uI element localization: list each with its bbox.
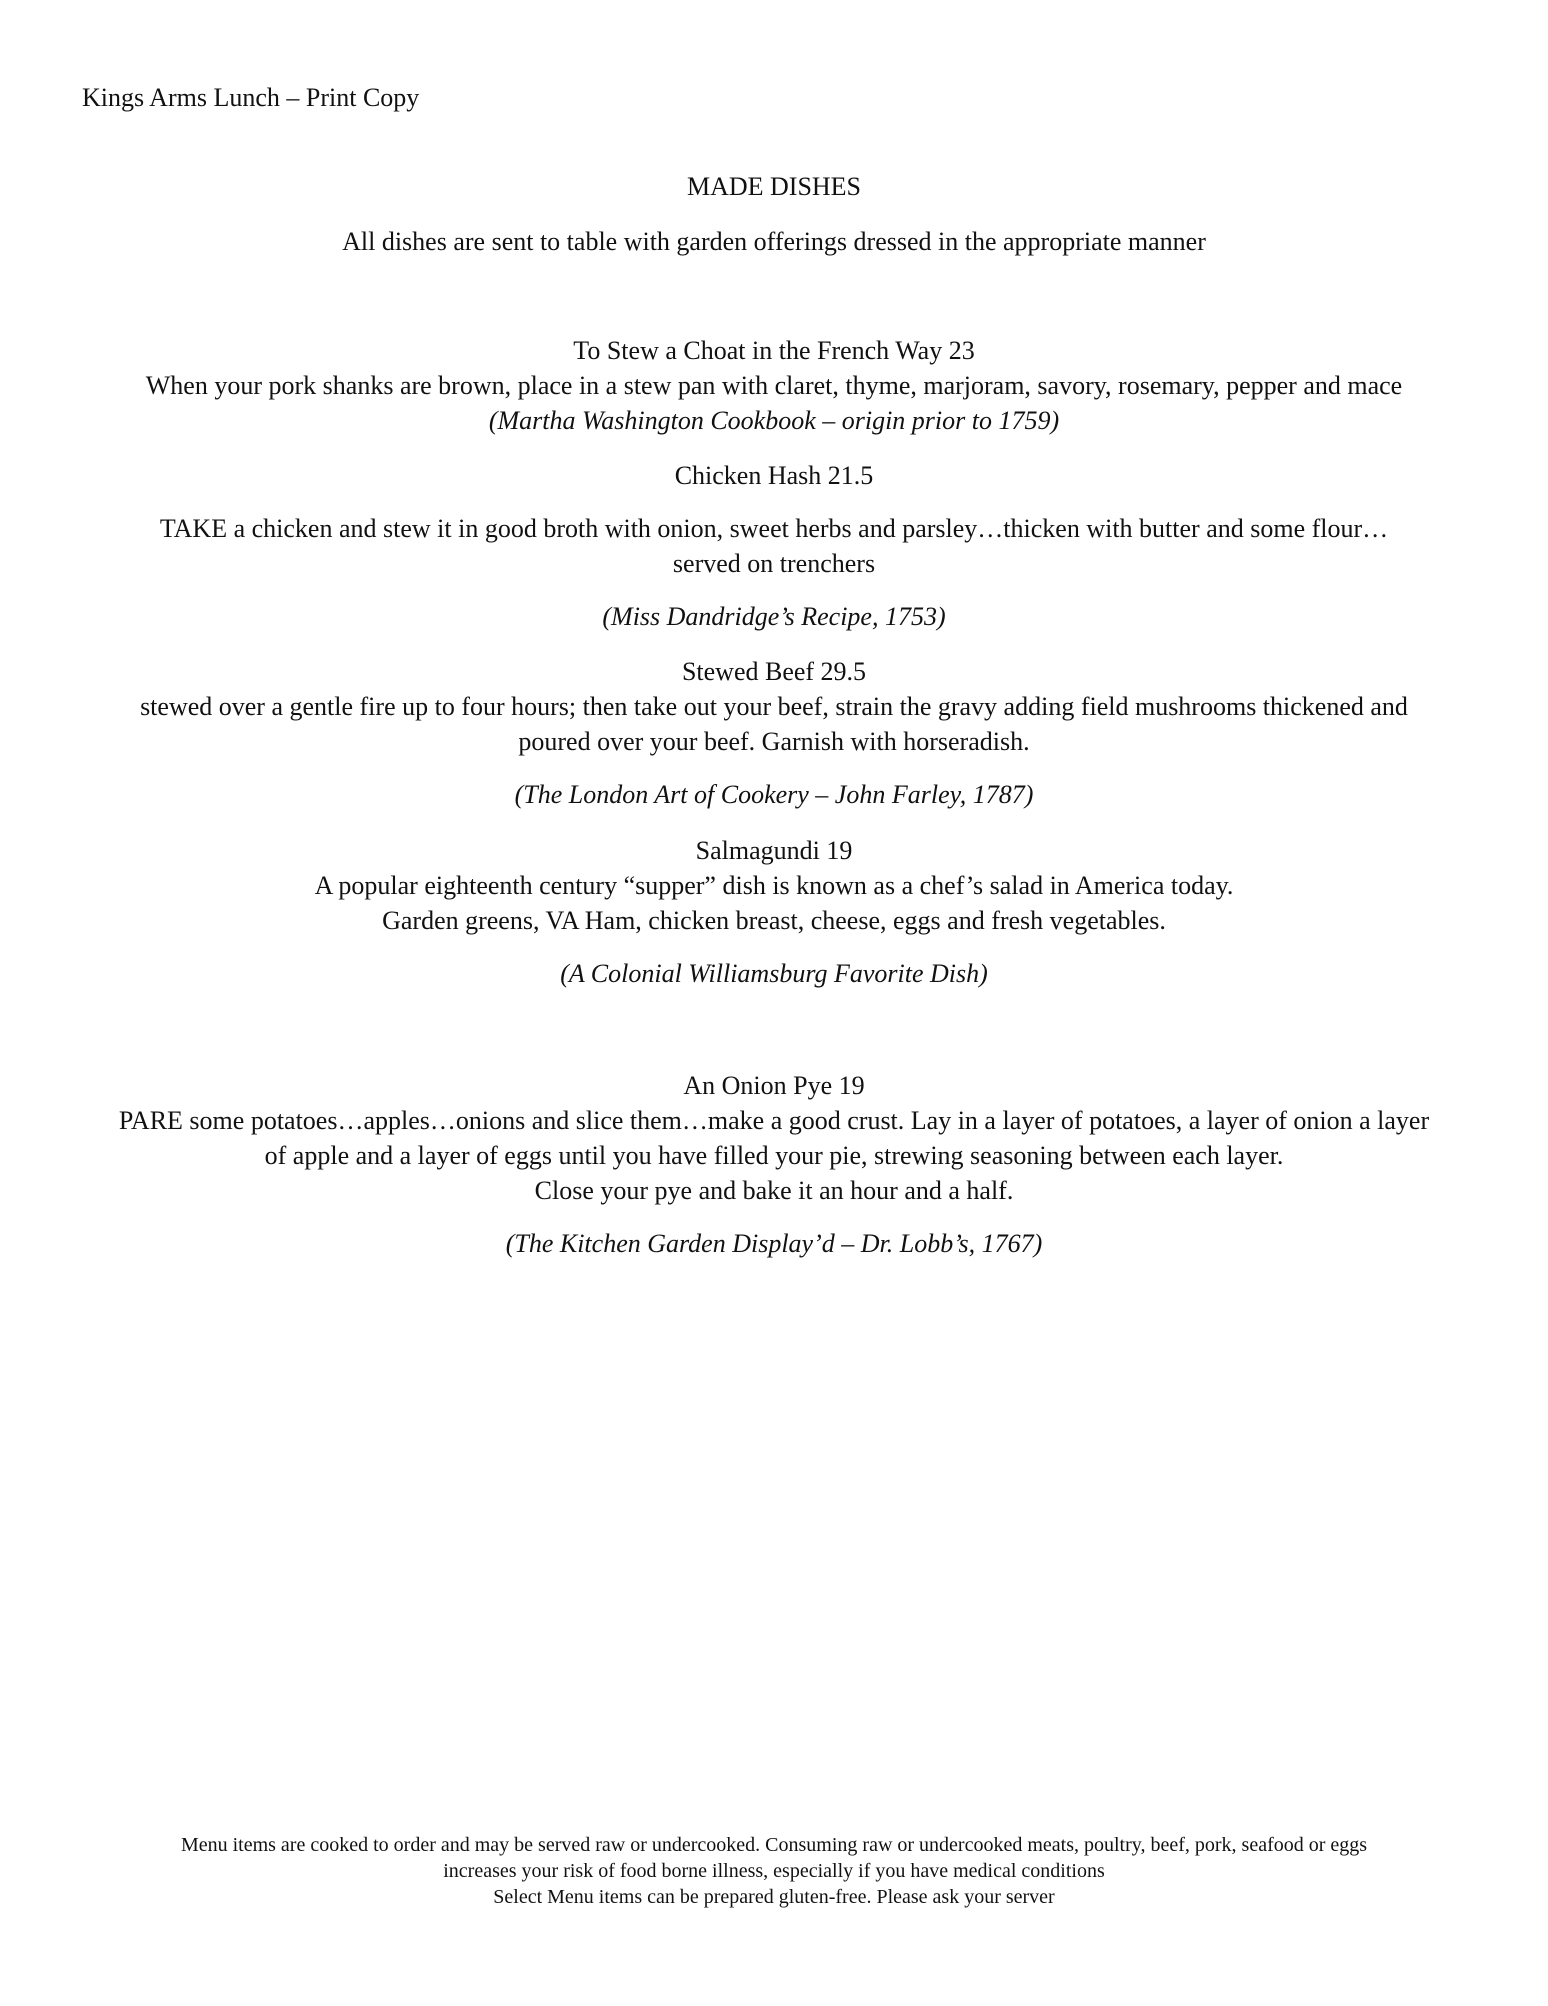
dish-description: PARE some potatoes…apples…onions and slice them…make a good crust. Lay in a layer of potatoes, a layer of onion a layer of apple and a layer of eggs until you have filled your pie, strewing seasoning between each layer. Close your pye and bake it an hour and a half.	[118, 1106, 1430, 1205]
allergen-footer	[40, 1832, 1508, 1910]
dish-description: A popular eighteenth century “supper” dish is known as a chef’s salad in America today. Garden greens, VA Ham, chicken breast, cheese, eggs and fresh vegetables.	[314, 871, 1234, 935]
dish-description: stewed over a gentle fire up to four hours; then take out your beef, strain the gravy adding field mushrooms thickened and poured over your beef. Garnish with horseradish.	[140, 692, 1408, 756]
dish-salmagundi	[60, 833, 1488, 991]
dish-stewed-beef	[60, 654, 1488, 812]
footer-line: increases your risk of food borne illness, especially if you have medical conditions	[443, 1860, 1105, 1882]
dish-name: Chicken Hash 21.5	[674, 461, 874, 490]
dish-name: Salmagundi 19	[695, 836, 853, 865]
dish-source: (Martha Washington Cookbook – origin prior to 1759)	[488, 406, 1060, 435]
section-title: MADE DISHES	[686, 172, 862, 201]
section-subtitle: All dishes are sent to table with garden offerings dressed in the appropriate manner	[342, 227, 1206, 256]
dish-name: An Onion Pye 19	[683, 1071, 865, 1100]
dish-source: (A Colonial Williamsburg Favorite Dish)	[560, 959, 988, 988]
dish-name: To Stew a Choat in the French Way 23	[573, 336, 975, 365]
dish-description: TAKE a chicken and stew it in good broth with onion, sweet herbs and parsley…thicken with butter and some flour… served on trenchers	[159, 514, 1389, 578]
dish-onion-pye	[60, 1068, 1488, 1261]
dish-source: (The Kitchen Garden Display’d – Dr. Lobb’s, 1767)	[505, 1229, 1043, 1258]
footer-line: Menu items are cooked to order and may be served raw or undercooked. Consuming raw or undercooked meats, poultry, beef, pork, seafood or eggs	[180, 1834, 1368, 1856]
footer-line-gluten: Select Menu items can be prepared gluten-free. Please ask your server	[493, 1886, 1055, 1908]
dish-chicken-hash	[60, 458, 1488, 634]
dish-choat	[60, 333, 1488, 438]
dish-description: When your pork shanks are brown, place in a stew pan with claret, thyme, marjoram, savory, rosemary, pepper and mace	[145, 371, 1403, 400]
dish-source: (The London Art of Cookery – John Farley, 1787)	[514, 780, 1034, 809]
page-header: Kings Arms Lunch – Print Copy	[82, 83, 420, 112]
dish-name: Stewed Beef 29.5	[681, 657, 867, 686]
dish-source: (Miss Dandridge’s Recipe, 1753)	[602, 602, 946, 631]
